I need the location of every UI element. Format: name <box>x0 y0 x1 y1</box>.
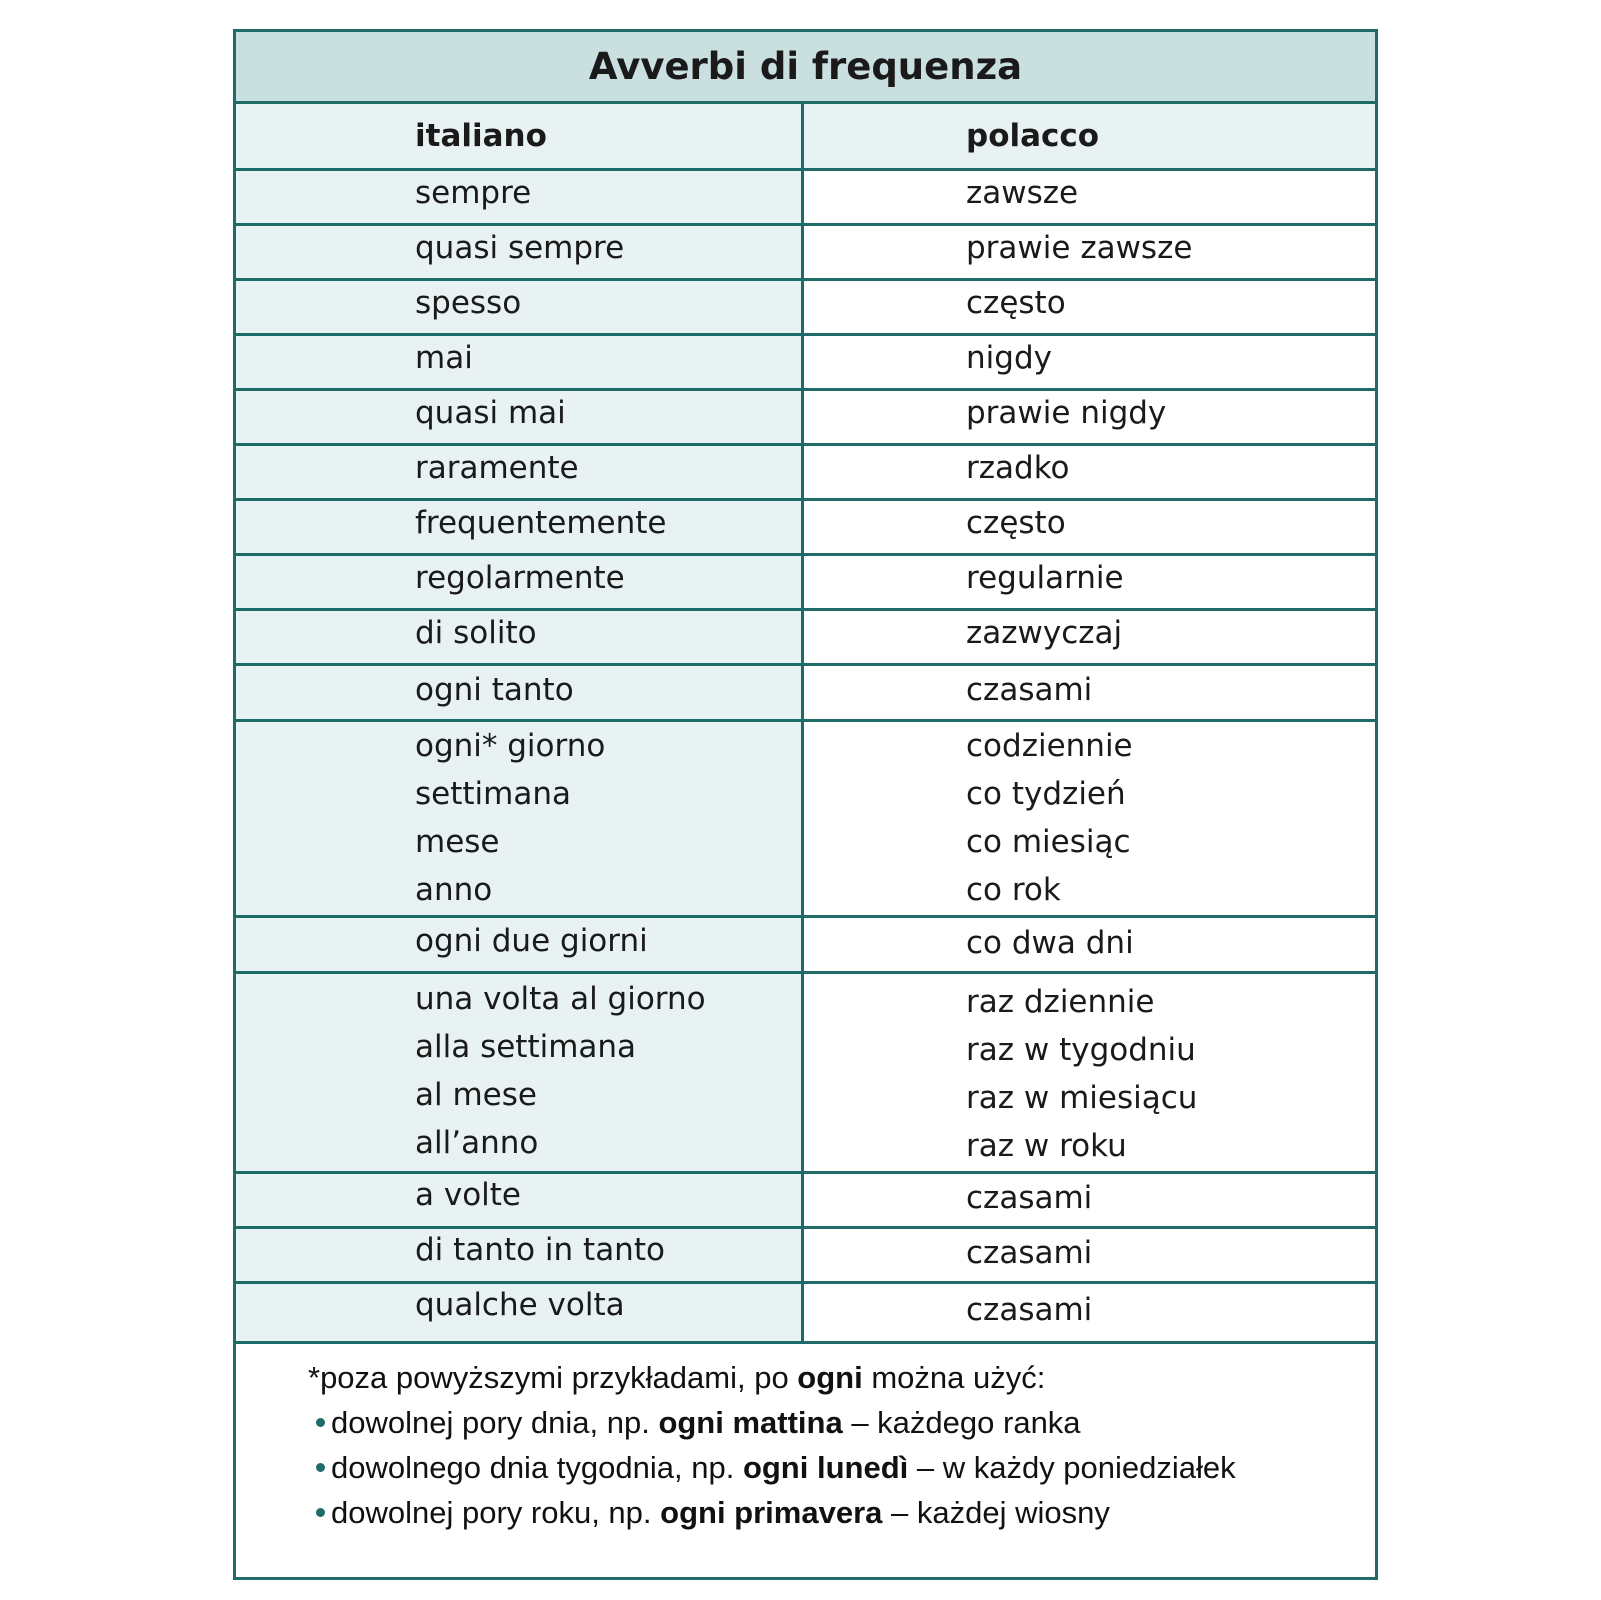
footnote-intro-text-end: można użyć: <box>862 1360 1046 1395</box>
polacco-cell <box>804 281 1375 333</box>
table-row <box>236 918 1375 974</box>
polacco-term: co rok <box>966 872 1061 908</box>
table-row <box>236 611 1375 666</box>
bullet-icon <box>316 1508 325 1517</box>
italiano-cell <box>236 556 804 608</box>
polacco-cell <box>804 918 1375 971</box>
table-row <box>236 446 1375 501</box>
polacco-cell <box>804 336 1375 388</box>
polacco-cell <box>804 446 1375 498</box>
polacco-cell <box>804 611 1375 663</box>
italiano-cell <box>236 391 804 443</box>
bullet-translation: – każdej wiosny <box>882 1495 1110 1530</box>
bullet-keyword: ogni mattina <box>658 1405 843 1440</box>
table-header-row <box>236 104 1375 171</box>
table-row <box>236 666 1375 722</box>
italiano-cell <box>236 666 804 719</box>
polacco-cell <box>804 391 1375 443</box>
table-row <box>236 501 1375 556</box>
polacco-term: czasami <box>966 1235 1093 1271</box>
polacco-term: prawie zawsze <box>966 230 1193 266</box>
italiano-cell <box>236 722 804 915</box>
italiano-term: ogni* giorno <box>415 728 606 764</box>
footnote-bullet <box>316 1405 1081 1441</box>
polacco-term: zazwyczaj <box>966 615 1123 651</box>
polacco-cell <box>804 556 1375 608</box>
polacco-cell <box>804 1229 1375 1281</box>
polacco-cell <box>804 974 1375 1171</box>
italiano-term: una volta al giorno <box>415 981 706 1017</box>
polacco-term: codziennie <box>966 728 1133 764</box>
italiano-term: raramente <box>415 450 579 486</box>
bullet-keyword: ogni primavera <box>660 1495 883 1530</box>
polacco-term: co tydzień <box>966 776 1126 812</box>
italiano-cell <box>236 611 804 663</box>
polacco-term: zawsze <box>966 175 1079 211</box>
table-row <box>236 226 1375 281</box>
polacco-term: rzadko <box>966 450 1070 486</box>
polacco-term: co dwa dni <box>966 925 1134 961</box>
italiano-term: frequentemente <box>415 505 667 541</box>
italiano-cell <box>236 501 804 553</box>
polacco-term: raz w roku <box>966 1128 1127 1164</box>
bullet-icon <box>316 1418 325 1427</box>
polacco-term: regularnie <box>966 560 1124 596</box>
polacco-term: nigdy <box>966 340 1052 376</box>
italiano-cell <box>236 226 804 278</box>
footnote-bullet <box>316 1450 1236 1486</box>
polacco-term: prawie nigdy <box>966 395 1167 431</box>
italiano-term: di solito <box>415 615 537 651</box>
italiano-term: regolarmente <box>415 560 625 596</box>
footnote-intro <box>308 1360 1045 1396</box>
bullet-translation: – w każdy poniedziałek <box>908 1450 1236 1485</box>
bullet-text: dowolnego dnia tygodnia, np. <box>331 1450 743 1485</box>
table-row <box>236 1284 1375 1344</box>
italiano-cell <box>236 1174 804 1226</box>
polacco-term: raz w miesiącu <box>966 1080 1198 1116</box>
bullet-translation: – każdego ranka <box>842 1405 1081 1440</box>
italiano-term: mai <box>415 340 473 376</box>
footnote-intro-keyword: ogni <box>797 1360 863 1395</box>
table-title: Avverbi di frequenza <box>236 32 1375 104</box>
polacco-term: raz w tygodniu <box>966 1032 1196 1068</box>
italiano-term: settimana <box>415 776 571 812</box>
polacco-term: czasami <box>966 672 1093 708</box>
table-row <box>236 1174 1375 1229</box>
italiano-cell <box>236 281 804 333</box>
footnote-intro-text: *poza powyższymi przykładami, po <box>308 1360 798 1395</box>
italiano-term: alla settimana <box>415 1029 637 1065</box>
polacco-cell <box>804 666 1375 719</box>
table-row <box>236 281 1375 336</box>
italiano-term: qualche volta <box>415 1287 625 1323</box>
italiano-term: all’anno <box>415 1125 539 1161</box>
polacco-cell <box>804 1284 1375 1341</box>
table-row <box>236 336 1375 391</box>
header-polacco-cell <box>804 104 1375 168</box>
italiano-cell <box>236 974 804 1171</box>
italiano-term: anno <box>415 872 493 908</box>
italiano-cell <box>236 336 804 388</box>
frequency-adverbs-table <box>233 29 1378 1580</box>
polacco-term: co miesiąc <box>966 824 1131 860</box>
polacco-cell <box>804 1174 1375 1226</box>
italiano-term: al mese <box>415 1077 537 1113</box>
polacco-term: często <box>966 505 1066 541</box>
polacco-cell <box>804 171 1375 223</box>
header-polacco: polacco <box>966 118 1100 154</box>
bullet-text: dowolnej pory dnia, np. <box>331 1405 659 1440</box>
polacco-cell <box>804 501 1375 553</box>
polacco-cell <box>804 226 1375 278</box>
italiano-term: ogni tanto <box>415 672 574 708</box>
polacco-term: czasami <box>966 1292 1093 1328</box>
table-row-volta-group <box>236 974 1375 1174</box>
polacco-cell <box>804 722 1375 915</box>
bullet-icon <box>316 1463 325 1472</box>
italiano-term: sempre <box>415 175 532 211</box>
bullet-keyword: ogni lunedì <box>742 1450 909 1485</box>
table-row <box>236 556 1375 611</box>
italiano-term: ogni due giorni <box>415 923 648 959</box>
italiano-cell <box>236 446 804 498</box>
table-row <box>236 1229 1375 1284</box>
italiano-term: quasi mai <box>415 395 566 431</box>
italiano-term: di tanto in tanto <box>415 1232 665 1268</box>
footnote <box>236 1344 1375 1580</box>
italiano-cell <box>236 918 804 971</box>
italiano-cell <box>236 1229 804 1281</box>
table-row <box>236 391 1375 446</box>
italiano-term: mese <box>415 824 500 860</box>
italiano-term: a volte <box>415 1177 522 1213</box>
italiano-cell <box>236 171 804 223</box>
polacco-term: często <box>966 285 1066 321</box>
table-row <box>236 171 1375 226</box>
italiano-cell <box>236 1284 804 1341</box>
polacco-term: czasami <box>966 1180 1093 1216</box>
bullet-text: dowolnej pory roku, np. <box>331 1495 661 1530</box>
header-italiano: italiano <box>415 118 547 154</box>
table-row-ogni-group <box>236 722 1375 918</box>
italiano-term: spesso <box>415 285 522 321</box>
header-italiano-cell <box>236 104 804 168</box>
polacco-term: raz dziennie <box>966 984 1155 1020</box>
italiano-term: quasi sempre <box>415 230 625 266</box>
footnote-bullet <box>316 1495 1110 1531</box>
